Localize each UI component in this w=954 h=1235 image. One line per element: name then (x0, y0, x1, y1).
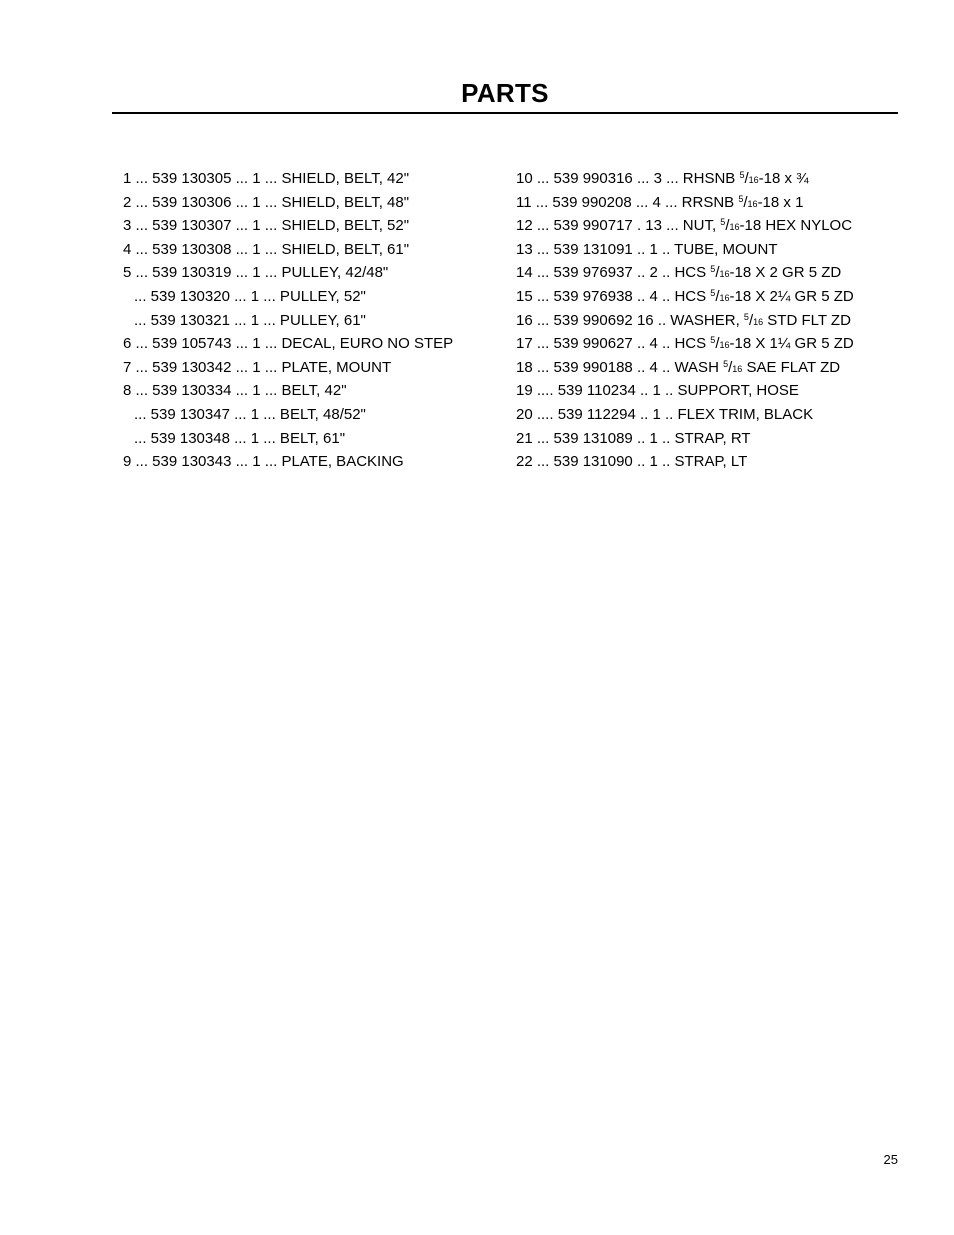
part-row: 7 ... 539 130342 ... 1 ... PLATE, MOUNT (123, 358, 392, 376)
part-row (516, 214, 898, 238)
part-row: 6 ... 539 105743 ... 1 ... DECAL, EURO NO STEP (123, 335, 454, 353)
part-row: 5 ... 539 130319 ... 1 ... PULLEY, 42/48" (123, 264, 389, 282)
part-row (516, 285, 898, 309)
fraction: $^5$/16 (710, 335, 730, 353)
part-text: 16 ... 539 990692 16 .. WASHER, (516, 311, 744, 329)
part-row: ... 539 130321 ... 1 ... PULLEY, 61" (134, 311, 366, 329)
fraction: $^5$/16 (710, 264, 730, 282)
part-row (516, 238, 898, 262)
part-text: STD FLT ZD (763, 311, 851, 329)
fraction: $^5$/16 (720, 217, 740, 235)
part-row: 1 ... 539 130305 ... 1 ... SHIELD, BELT, 42" (123, 170, 410, 187)
part-row: ... 539 130348 ... 1 ... BELT, 61" (134, 429, 346, 447)
fraction: $^5$/16 (738, 193, 758, 211)
part-row (516, 379, 898, 403)
part-row: 3 ... 539 130307 ... 1 ... SHIELD, BELT, 52" (123, 217, 410, 235)
part-text: 22 ... 539 131090 .. 1 .. STRAP, LT (516, 453, 748, 471)
part-text: -18 HEX NYLOC (739, 217, 853, 235)
part-text: -18 X 1¼ GR 5 ZD (729, 335, 854, 353)
part-text: 13 ... 539 131091 .. 1 .. TUBE, MOUNT (516, 240, 778, 258)
part-row (516, 191, 898, 215)
part-text: -18 X 2 GR 5 ZD (729, 264, 842, 282)
part-row (516, 427, 898, 451)
title-divider (112, 112, 898, 114)
part-row (516, 309, 898, 333)
part-row (516, 450, 898, 474)
fraction: $^5$/16 (723, 358, 743, 376)
part-text: 11 ... 539 990208 ... 4 ... RRSNB (516, 193, 739, 211)
fraction: $^5$/16 (743, 311, 764, 329)
part-row (516, 332, 898, 356)
fraction: $^5$/16 (710, 287, 730, 305)
part-text: -18 X 2¼ GR 5 ZD (729, 287, 854, 305)
part-text: 15 ... 539 976938 .. 4 .. HCS (516, 287, 711, 305)
part-text: 21 ... 539 131089 .. 1 .. STRAP, RT (516, 429, 751, 447)
parts-list-left (123, 167, 503, 474)
part-row (516, 167, 898, 191)
part-row: ... 539 130320 ... 1 ... PULLEY, 52" (134, 287, 366, 305)
part-row (516, 261, 898, 285)
part-text: -18 x ¾ (758, 170, 809, 187)
parts-list-right (516, 167, 898, 474)
part-text: 10 ... 539 990316 ... 3 ... RHSNB (516, 170, 740, 187)
part-row: 9 ... 539 130343 ... 1 ... PLATE, BACKING (123, 453, 404, 471)
part-row (516, 403, 898, 427)
part-text: 14 ... 539 976937 .. 2 .. HCS (516, 264, 711, 282)
part-text: 17 ... 539 990627 .. 4 .. HCS (516, 335, 711, 353)
part-text: -18 x 1 (757, 193, 804, 211)
fraction: $^5$/16 (739, 170, 759, 187)
part-row (516, 356, 898, 380)
part-row: 4 ... 539 130308 ... 1 ... SHIELD, BELT, 61" (123, 240, 410, 258)
part-row: ... 539 130347 ... 1 ... BELT, 48/52" (134, 405, 366, 423)
part-text: 19 .... 539 110234 .. 1 .. SUPPORT, HOSE (516, 382, 799, 400)
page-title: PARTS (461, 78, 549, 108)
part-text: 20 .... 539 112294 .. 1 .. FLEX TRIM, BLACK (516, 405, 814, 423)
part-row: 2 ... 539 130306 ... 1 ... SHIELD, BELT, 48" (123, 193, 410, 211)
part-text: 18 ... 539 990188 .. 4 .. WASH (516, 358, 724, 376)
page-number: 25 (883, 1152, 898, 1167)
part-text: 12 ... 539 990717 . 13 ... NUT, (516, 217, 721, 235)
part-row: 8 ... 539 130334 ... 1 ... BELT, 42" (123, 382, 347, 400)
part-text: SAE FLAT ZD (742, 358, 841, 376)
